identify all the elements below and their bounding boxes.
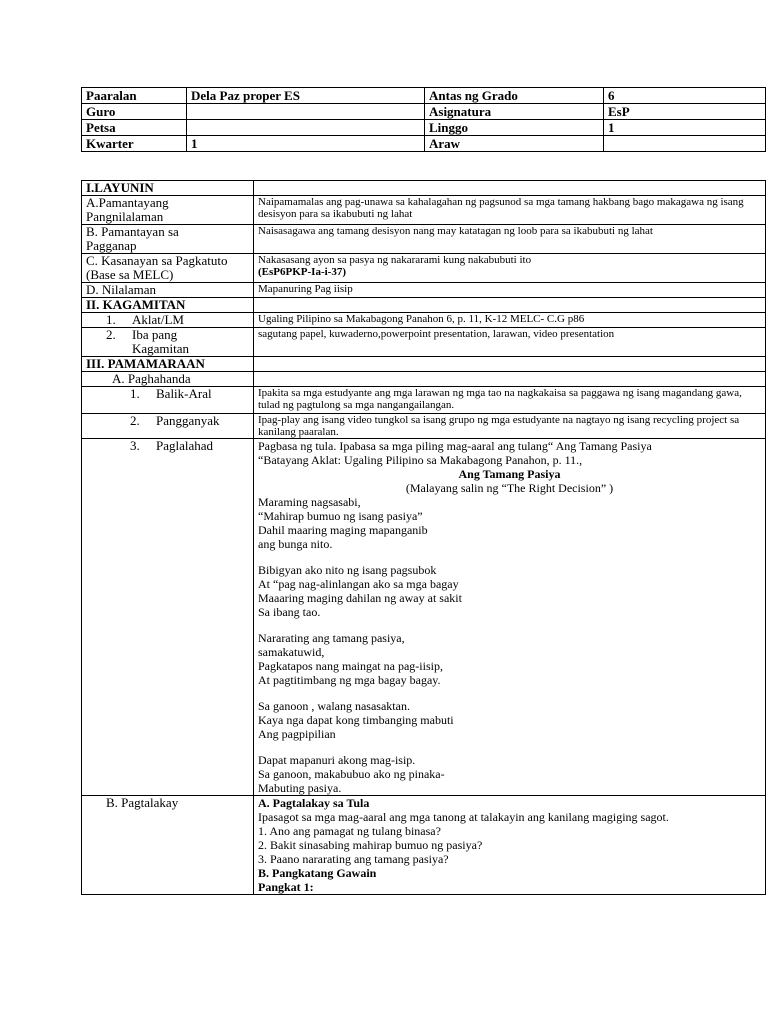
poem-stanza [258,631,761,687]
row-content: Naipamamalas ang pag-unawa sa kahalagahan ng pagsunod sa mga tamang hakbang bago makagawa ng isang desisyon para sa ikabubuti ng lahat [254,196,766,225]
header-label: Linggo [425,120,604,136]
question-item: 3. Paano nararating ang tamang pasiya? [258,852,449,866]
question-item: 1. Ano ang pamagat ng tulang binasa? [258,824,441,838]
row-content: Ugaling Pilipino sa Makabagong Panahon 6, p. 11, K-12 MELC- C.G p86 [254,313,766,328]
row-pamantayan-pagganap [82,225,766,254]
row-label: B. Pamantayan sa [86,224,179,239]
poem-line: “Mahirap bumuo ng isang pasiya” [258,509,423,523]
section-heading: III. PAMAMARAAN [82,357,254,372]
header-label: Asignatura [425,104,604,120]
poem-stanza [258,699,761,741]
subsection-heading: A. Pagtalakay sa Tula [258,796,370,810]
row-paglalahad [82,439,766,796]
header-value: 6 [604,88,766,104]
item-number: 1. [130,386,140,401]
row-paghahanda [82,372,766,387]
row-kasanayan [82,254,766,283]
row-content: Nakasasang ayon sa pasya ng nakararami kung nakabubuti ito [258,254,532,266]
row-label: Paglalahad [156,438,214,453]
row-content: Ipag-play ang isang video tungkol sa isang grupo ng mga estudyante na nagtayo ng isang recycling project sa kanilang paaralan. [254,414,766,439]
section-heading: II. KAGAMITAN [82,298,254,313]
header-row-petsa [82,120,766,136]
row-label: Aklat/LM [132,312,184,327]
header-value: 1 [187,136,425,152]
row-label: B. Pagtalakay [82,796,254,895]
row-aklat [82,313,766,328]
poem-line: Dapat mapanuri akong mag-isip. [258,753,416,767]
header-label: Antas ng Grado [425,88,604,104]
row-content: Naisasagawa ang tamang desisyon nang may katatagan ng loob para sa ikabubuti ng lahat [254,225,766,254]
header-value: EsP [604,104,766,120]
header-label: Guro [82,104,187,120]
poem-stanza [258,495,761,551]
header-value [187,120,425,136]
poem-line: Ang pagpipilian [258,727,336,741]
row-iba-pang-kagamitan [82,328,766,357]
header-row-paaralan [82,88,766,104]
header-label: Paaralan [82,88,187,104]
poem-line: At pagtitimbang ng mga bagay bagay. [258,673,441,687]
group-label: Pangkat 1: [258,880,314,894]
header-row-kwarter [82,136,766,152]
header-value [187,104,425,120]
row-kagamitan [82,298,766,313]
row-pangganyak [82,414,766,439]
header-value [604,136,766,152]
poem-title: Ang Tamang Pasiya [458,467,561,481]
header-label: Petsa [82,120,187,136]
header-value: 1 [604,120,766,136]
row-label: C. Kasanayan sa Pagkatuto [86,253,228,268]
section-heading: I.LAYUNIN [82,181,254,196]
poem-line: Nararating ang tamang pasiya, [258,631,405,645]
item-number: 2. [106,327,116,342]
row-label: Pagganap [86,238,137,253]
row-label: A.Pamantayang [86,195,169,210]
row-label: Pangnilalaman [86,209,164,224]
row-nilalaman [82,283,766,298]
row-label: Iba pang [132,327,178,342]
melc-code: (EsP6PKP-Ia-i-37) [258,266,346,278]
poem-line: Maraming nagsasabi, [258,495,361,509]
poem-line: Sa ganoon, makabubuo ako ng pinaka- [258,767,445,781]
row-pamantayang-pangnilalaman [82,196,766,225]
poem-line: Mabuting pasiya. [258,781,342,795]
poem-line: Sa ganoon , walang nasasaktan. [258,699,410,713]
poem-line: samakatuwid, [258,645,325,659]
row-content: sagutang papel, kuwaderno,powerpoint presentation, larawan, video presentation [254,328,766,357]
question-item: 2. Bakit sinasabing mahirap bumuo ng pasiya? [258,838,483,852]
header-label: Araw [425,136,604,152]
row-content: Mapanuring Pag iisip [254,283,766,298]
poem-line: Sa ibang tao. [258,605,321,619]
row-label: Kagamitan [132,341,190,356]
paglalahad-intro: “Batayang Aklat: Ugaling Pilipino sa Makabagong Panahon, p. 11., [258,453,583,467]
poem-line: Dahil maaring maging mapanganib [258,523,428,537]
instruction-text: Ipasagot sa mga mag-aaral ang mga tanong at talakayin ang kanilang magiging sagot. [258,810,669,824]
row-label: D. Nilalaman [82,283,254,298]
row-label: Balik-Aral [156,386,212,401]
paglalahad-intro: Pagbasa ng tula. Ipabasa sa mga piling mag-aaral ang tulang“ Ang Tamang Pasiya [258,439,652,453]
row-pamamaraan [82,357,766,372]
poem-line: Bibigyan ako nito ng isang pagsubok [258,563,437,577]
row-pagtalakay [82,796,766,895]
poem-line: Kaya nga dapat kong timbanging mabuti [258,713,454,727]
row-balik-aral [82,387,766,414]
row-label: Pangganyak [156,413,220,428]
poem-stanza [258,753,761,795]
item-number: 2. [130,413,140,428]
poem-line: At “pag nag-alinlangan ako sa mga bagay [258,577,459,591]
poem-stanza [258,563,761,619]
lesson-plan-table [81,180,766,895]
row-label: (Base sa MELC) [86,267,174,282]
poem-line: Maaaring maging dahilan ng away at sakit [258,591,462,605]
row-content: Ipakita sa mga estudyante ang mga larawan ng mga tao na nagkakaisa sa paggawa ng isang magandang gawa, tulad ng pagtulong sa mga nangangailangan. [254,387,766,414]
poem-line: Pagkatapos nang maingat na pag-iisip, [258,659,443,673]
header-label: Kwarter [82,136,187,152]
poem-subtitle: (Malayang salin ng “The Right Decision” ) [405,481,614,495]
header-value: Dela Paz proper ES [187,88,425,104]
item-number: 3. [130,438,140,453]
subsection-heading: B. Pangkatang Gawain [258,866,377,880]
row-layunin [82,181,766,196]
row-label: A. Paghahanda [82,372,254,387]
header-table [81,87,766,152]
header-row-guro [82,104,766,120]
poem-line: ang bunga nito. [258,537,333,551]
item-number: 1. [106,312,116,327]
